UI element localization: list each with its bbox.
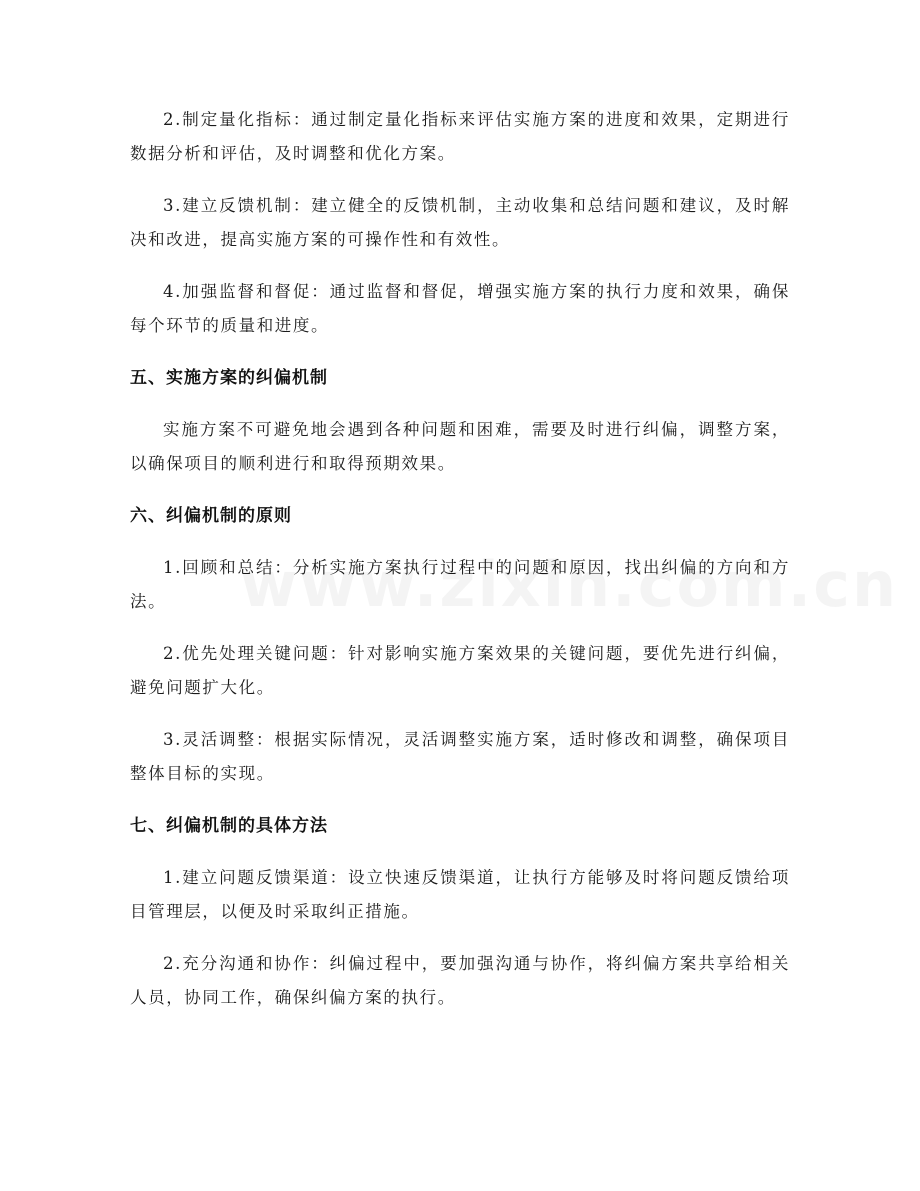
paragraph-feedback: 3.建立反馈机制：建立健全的反馈机制，主动收集和总结问题和建议，及时解决和改进，提高实施方案的可操作性和有效性。 — [130, 196, 790, 249]
paragraph-supervision: 4.加强监督和督促：通过监督和督促，增强实施方案的执行力度和效果，确保每个环节的质量和进度。 — [130, 282, 790, 335]
paragraph-review: 1.回顾和总结：分析实施方案执行过程中的问题和原因，找出纠偏的方向和方法。 — [130, 558, 790, 611]
heading-section-5: 五、实施方案的纠偏机制 — [130, 368, 328, 388]
paragraph-feedback-channel: 1.建立问题反馈渠道：设立快速反馈渠道，让执行方能够及时将问题反馈给项目管理层，以便及时采取纠正措施。 — [130, 868, 790, 921]
paragraph-correction-intro: 实施方案不可避免地会遇到各种问题和困难，需要及时进行纠偏，调整方案，以确保项目的顺利进行和取得预期效果。 — [130, 420, 790, 473]
paragraph-metrics: 2.制定量化指标：通过制定量化指标来评估实施方案的进度和效果，定期进行数据分析和评估，及时调整和优化方案。 — [130, 110, 790, 163]
paragraph-priority: 2.优先处理关键问题：针对影响实施方案效果的关键问题，要优先进行纠偏，避免问题扩大化。 — [130, 644, 790, 697]
heading-section-6: 六、纠偏机制的原则 — [130, 506, 292, 526]
heading-section-7: 七、纠偏机制的具体方法 — [130, 816, 328, 836]
paragraph-communication: 2.充分沟通和协作：纠偏过程中，要加强沟通与协作，将纠偏方案共享给相关人员，协同工作，确保纠偏方案的执行。 — [130, 954, 790, 1007]
paragraph-flexible: 3.灵活调整：根据实际情况，灵活调整实施方案，适时修改和调整，确保项目整体目标的实现。 — [130, 730, 790, 783]
